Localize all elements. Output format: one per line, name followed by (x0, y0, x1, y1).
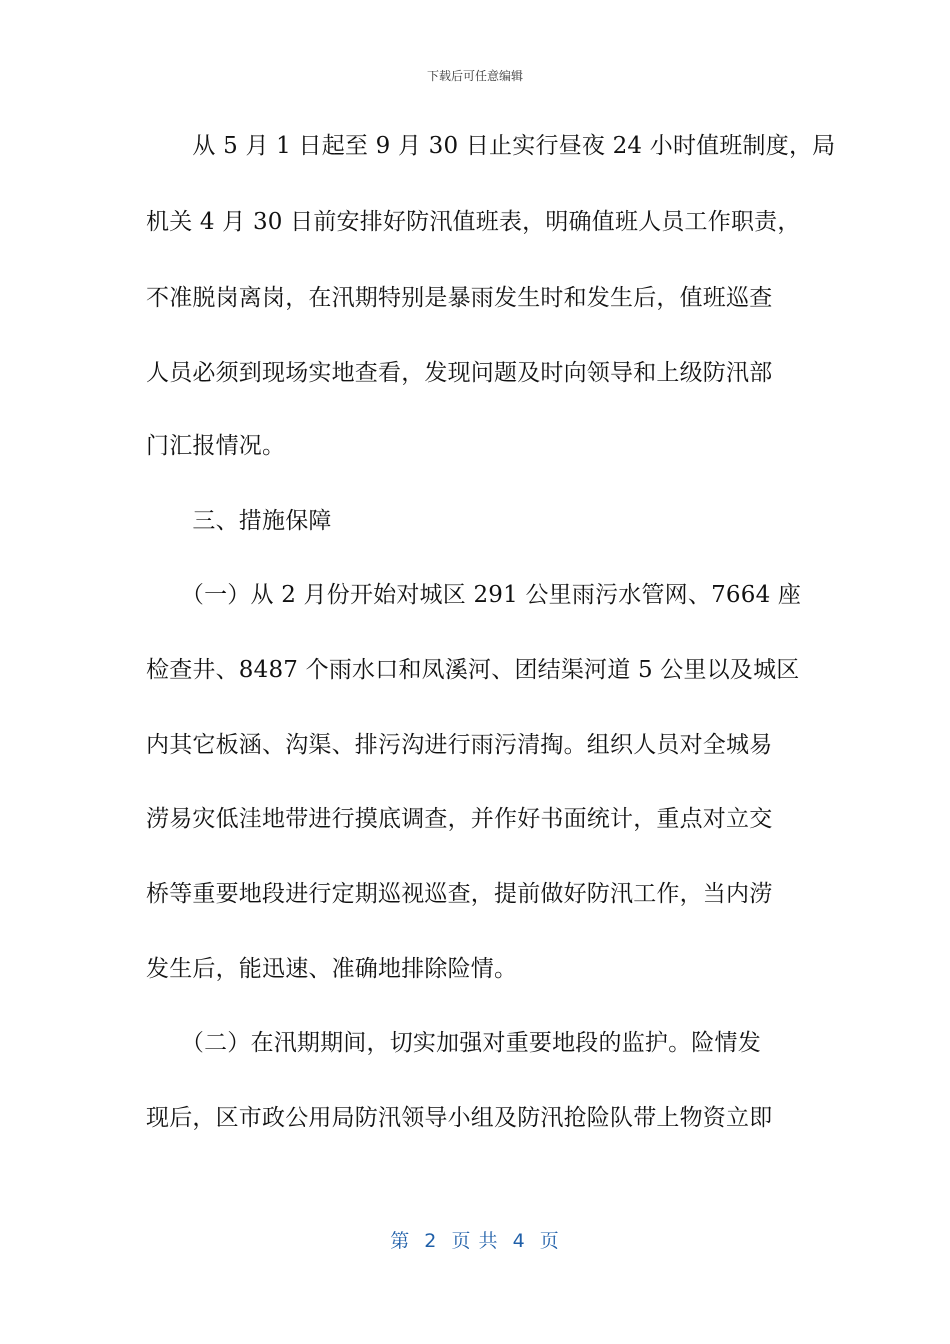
body-line: （二）在汛期期间，切实加强对重要地段的监护。险情发 (146, 1030, 761, 1056)
body-line: 人员必须到现场实地查看，发现问题及时向领导和上级防汛部 (146, 360, 773, 386)
body-line: 涝易灾低洼地带进行摸底调查，并作好书面统计，重点对立交 (146, 806, 773, 832)
body-line: 内其它板涵、沟渠、排污沟进行雨污清掏。组织人员对全城易 (146, 732, 773, 758)
section-heading: 三、措施保障 (146, 508, 332, 534)
page-number-text: 第 2 页 共 4 页 (390, 1230, 560, 1252)
body-line: 现后，区市政公用局防汛领导小组及防汛抢险队带上物资立即 (146, 1105, 773, 1131)
body-line: 桥等重要地段进行定期巡视巡查，提前做好防汛工作，当内涝 (146, 881, 773, 907)
body-line: 从 5 月 1 日起至 9 月 30 日止实行昼夜 24 小时值班制度，局 (146, 133, 836, 159)
body-line: 门汇报情况。 (146, 433, 286, 459)
page-number-footer (0, 1226, 950, 1253)
body-line: 机关 4 月 30 日前安排好防汛值班表，明确值班人员工作职责， (146, 209, 801, 235)
header-note: 下载后可任意编辑 (426, 69, 523, 83)
body-line: 发生后，能迅速、准确地排除险情。 (146, 956, 518, 982)
body-line: 检查井、8487 个雨水口和凤溪河、团结渠河道 5 公里以及城区 (146, 657, 800, 683)
body-line: 不准脱岗离岗，在汛期特别是暴雨发生时和发生后，值班巡查 (146, 285, 773, 311)
body-line: （一）从 2 月份开始对城区 291 公里雨污水管网、7664 座 (146, 582, 802, 608)
